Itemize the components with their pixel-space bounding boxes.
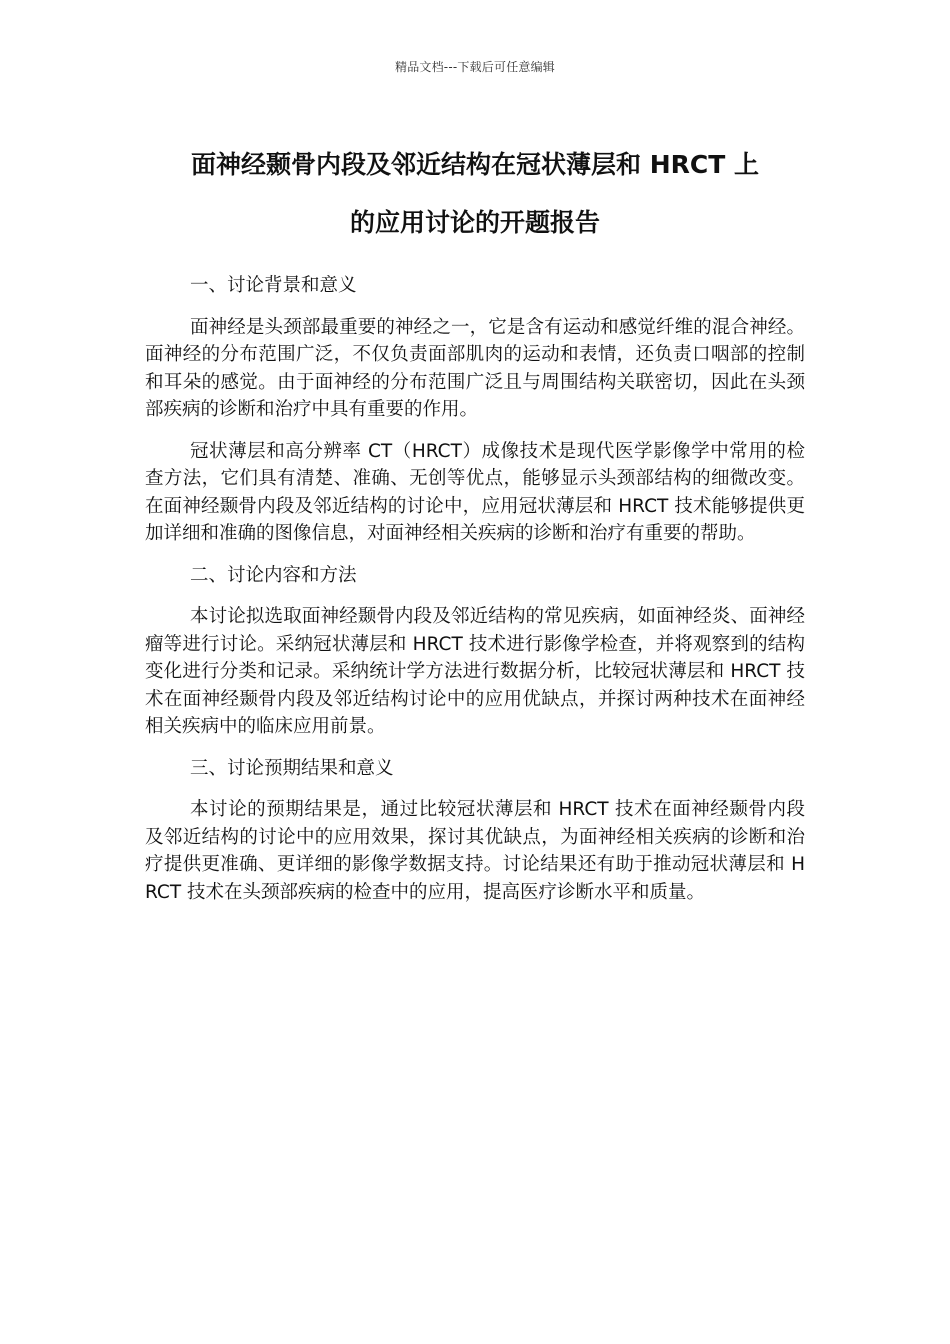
section-heading: 二、讨论内容和方法 — [190, 564, 357, 586]
section-background — [145, 272, 805, 548]
section-heading: 三、讨论预期结果和意义 — [190, 757, 394, 779]
body-paragraph: 本讨论的预期结果是，通过比较冠状薄层和 HRCT 技术在面神经颞骨内段及邻近结构的讨论中的应用效果，探讨其优缺点，为面神经相关疾病的诊断和治疗提供更准确、更详细的影像学数据支持。讨论结果还有助于推动冠状薄层和 HRCT 技术在头颈部疾病的检查中的应用，提高医疗诊断水平和质量。 — [145, 799, 805, 903]
body-paragraph: 本讨论拟选取面神经颞骨内段及邻近结构的常见疾病，如面神经炎、面神经瘤等进行讨论。采纳冠状薄层和 HRCT 技术进行影像学检查，并将观察到的结构变化进行分类和记录。采纳统计学方法进行数据分析，比较冠状薄层和 HRCT 技术在面神经颞骨内段及邻近结构讨论中的应用优缺点，并探讨两种技术在面神经相关疾病中的临床应用前景。 — [145, 606, 805, 737]
document-body — [145, 272, 805, 920]
document-title — [140, 136, 810, 252]
title-line-2: 的应用讨论的开题报告 — [349, 208, 600, 237]
body-paragraph: 面神经是头颈部最重要的神经之一，它是含有运动和感觉纤维的混合神经。面神经的分布范围广泛，不仅负责面部肌肉的运动和表情，还负责口咽部的控制和耳朵的感觉。由于面神经的分布范围广泛且与周围结构关联密切，因此在头颈部疾病的诊断和治疗中具有重要的作用。 — [145, 316, 805, 420]
body-paragraph: 冠状薄层和高分辨率 CT（HRCT）成像技术是现代医学影像学中常用的检查方法，它们具有清楚、准确、无创等优点，能够显示头颈部结构的细微改变。在面神经颞骨内段及邻近结构的讨论中，应用冠状薄层和 HRCT 技术能够提供更加详细和准确的图像信息，对面神经相关疾病的诊断和治疗有重要的帮助。 — [145, 440, 805, 544]
section-heading: 一、讨论背景和意义 — [190, 275, 357, 296]
section-methods — [145, 562, 805, 741]
section-expected-results — [145, 755, 805, 907]
header-note: 精品文档---下载后可任意编辑 — [395, 60, 555, 74]
title-line-1: 面神经颞骨内段及邻近结构在冠状薄层和 HRCT 上 — [191, 150, 759, 179]
